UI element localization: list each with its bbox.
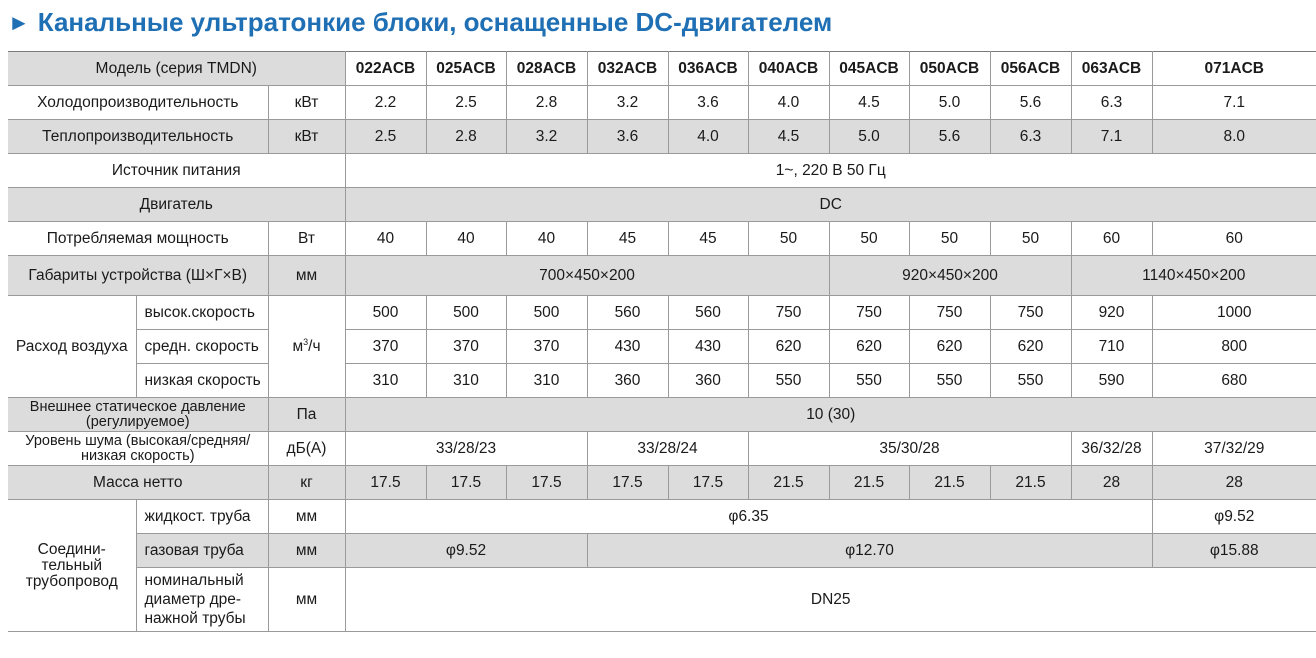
gas-pipe-label: газовая труба (136, 534, 268, 568)
model-cell: 022ACB (345, 52, 426, 86)
unit-cell: Вт (268, 222, 345, 256)
value-cell: 750 (829, 296, 909, 330)
model-cell: 028ACB (506, 52, 587, 86)
airflow-low-row (8, 364, 1316, 398)
value-cell: 37/32/29 (1152, 432, 1316, 466)
value-cell: 2.5 (345, 120, 426, 154)
value-cell: 4.0 (668, 120, 748, 154)
value-cell: 17.5 (426, 466, 506, 500)
dimensions-label: Габариты устройства (Ш×Г×В) (8, 256, 268, 296)
header-row (8, 52, 1316, 86)
page-title (8, 4, 832, 40)
mass-row (8, 466, 1316, 500)
motor-value: DC (345, 188, 1316, 222)
value-cell: 35/30/28 (748, 432, 1071, 466)
triangle-right-icon: ► (8, 10, 30, 35)
cooling-label: Холодопроизводительность (8, 86, 268, 120)
value-cell: 3.6 (668, 86, 748, 120)
value-cell: 7.1 (1071, 120, 1152, 154)
value-cell: 560 (668, 296, 748, 330)
piping-drain-row (8, 568, 1316, 632)
spec-table (8, 51, 1316, 632)
value-cell: 45 (668, 222, 748, 256)
power-source-row (8, 154, 1316, 188)
value-cell: 310 (506, 364, 587, 398)
noise-row (8, 432, 1316, 466)
consumption-label: Потребляемая мощность (8, 222, 268, 256)
value-cell: 620 (829, 330, 909, 364)
unit-cell: кВт (268, 120, 345, 154)
piping-label: Соедини-тельный трубопровод (8, 500, 136, 632)
static-pressure-row (8, 398, 1316, 432)
value-cell: 50 (829, 222, 909, 256)
unit-cell: кВт (268, 86, 345, 120)
value-cell: φ9.52 (345, 534, 587, 568)
airflow-low-label: низкая скорость (136, 364, 268, 398)
model-cell: 032ACB (587, 52, 668, 86)
liquid-pipe-label: жидкост. труба (136, 500, 268, 534)
value-cell: 360 (668, 364, 748, 398)
airflow-high-row (8, 296, 1316, 330)
value-cell: 5.6 (909, 120, 990, 154)
heating-row (8, 120, 1316, 154)
value-cell: 550 (909, 364, 990, 398)
value-cell: 2.8 (426, 120, 506, 154)
value-cell: 2.2 (345, 86, 426, 120)
value-cell: 360 (587, 364, 668, 398)
value-cell: 700×450×200 (345, 256, 829, 296)
value-cell: 750 (748, 296, 829, 330)
value-cell: 3.2 (506, 120, 587, 154)
value-cell: 680 (1152, 364, 1316, 398)
value-cell: 500 (345, 296, 426, 330)
unit-cell: мм (268, 568, 345, 632)
airflow-mid-row (8, 330, 1316, 364)
airflow-unit-tail: /ч (308, 337, 321, 355)
value-cell: 550 (829, 364, 909, 398)
value-cell: 4.5 (829, 86, 909, 120)
unit-cell: мм (268, 500, 345, 534)
value-cell: 500 (506, 296, 587, 330)
power-source-label: Источник питания (8, 154, 345, 188)
page-title-text: Канальные ультратонкие блоки, оснащенные DC-двигателем (37, 7, 833, 37)
value-cell: 3.2 (587, 86, 668, 120)
model-series-label: Модель (серия TMDN) (8, 52, 345, 86)
value-cell: 17.5 (668, 466, 748, 500)
value-cell: 21.5 (748, 466, 829, 500)
static-pressure-value: 10 (30) (345, 398, 1316, 432)
value-cell: 8.0 (1152, 120, 1316, 154)
value-cell: 28 (1071, 466, 1152, 500)
value-cell: 36/32/28 (1071, 432, 1152, 466)
unit-cell: дБ(А) (268, 432, 345, 466)
model-cell: 045ACB (829, 52, 909, 86)
model-cell: 063ACB (1071, 52, 1152, 86)
value-cell: 560 (587, 296, 668, 330)
value-cell: 21.5 (909, 466, 990, 500)
noise-label: Уровень шума (высокая/средняя/низкая скорость) (8, 432, 268, 466)
value-cell: 3.6 (587, 120, 668, 154)
unit-cell: Па (268, 398, 345, 432)
model-cell: 040ACB (748, 52, 829, 86)
piping-liquid-row (8, 500, 1316, 534)
value-cell: φ9.52 (1152, 500, 1316, 534)
value-cell: 590 (1071, 364, 1152, 398)
value-cell: 750 (909, 296, 990, 330)
value-cell: 4.5 (748, 120, 829, 154)
value-cell: 5.6 (990, 86, 1071, 120)
value-cell: 4.0 (748, 86, 829, 120)
model-cell: 036ACB (668, 52, 748, 86)
consumption-row (8, 222, 1316, 256)
airflow-high-label: высок.скорость (136, 296, 268, 330)
value-cell: 6.3 (990, 120, 1071, 154)
value-cell: 17.5 (345, 466, 426, 500)
value-cell: 60 (1071, 222, 1152, 256)
value-cell: φ15.88 (1152, 534, 1316, 568)
value-cell: 2.5 (426, 86, 506, 120)
piping-gas-row (8, 534, 1316, 568)
value-cell: 370 (426, 330, 506, 364)
value-cell: 50 (990, 222, 1071, 256)
value-cell: 28 (1152, 466, 1316, 500)
drain-pipe-value: DN25 (345, 568, 1316, 632)
model-cell: 050ACB (909, 52, 990, 86)
value-cell: 920×450×200 (829, 256, 1071, 296)
value-cell: 550 (748, 364, 829, 398)
value-cell: 17.5 (506, 466, 587, 500)
value-cell: 45 (587, 222, 668, 256)
airflow-unit-base: м (292, 337, 304, 355)
value-cell: 40 (506, 222, 587, 256)
value-cell: 5.0 (829, 120, 909, 154)
model-cell: 056ACB (990, 52, 1071, 86)
value-cell: 500 (426, 296, 506, 330)
value-cell: 60 (1152, 222, 1316, 256)
model-cell: 071ACB (1152, 52, 1316, 86)
value-cell: 620 (748, 330, 829, 364)
airflow-label: Расход воздуха (8, 296, 136, 398)
value-cell: 21.5 (829, 466, 909, 500)
value-cell: 920 (1071, 296, 1152, 330)
value-cell: φ6.35 (345, 500, 1152, 534)
drain-pipe-label: номинальный диаметр дре-нажной трубы (136, 568, 268, 632)
value-cell: 310 (426, 364, 506, 398)
unit-cell: мм (268, 534, 345, 568)
dimensions-row (8, 256, 1316, 296)
motor-label: Двигатель (8, 188, 345, 222)
value-cell: 430 (587, 330, 668, 364)
value-cell: 6.3 (1071, 86, 1152, 120)
value-cell: 620 (909, 330, 990, 364)
heating-label: Теплопроизводительность (8, 120, 268, 154)
value-cell: 33/28/23 (345, 432, 587, 466)
value-cell: 750 (990, 296, 1071, 330)
value-cell: 33/28/24 (587, 432, 748, 466)
power-source-value: 1~, 220 В 50 Гц (345, 154, 1316, 188)
value-cell: 1000 (1152, 296, 1316, 330)
model-cell: 025ACB (426, 52, 506, 86)
cooling-row (8, 86, 1316, 120)
motor-row (8, 188, 1316, 222)
static-pressure-label: Внешнее статическое давление (регулируемое) (8, 398, 268, 432)
value-cell: 7.1 (1152, 86, 1316, 120)
unit-cell: кг (268, 466, 345, 500)
airflow-unit (268, 296, 345, 398)
value-cell: 40 (426, 222, 506, 256)
value-cell: 17.5 (587, 466, 668, 500)
value-cell: 800 (1152, 330, 1316, 364)
value-cell: 50 (748, 222, 829, 256)
unit-cell: мм (268, 256, 345, 296)
value-cell: 550 (990, 364, 1071, 398)
value-cell: 50 (909, 222, 990, 256)
value-cell: 1140×450×200 (1071, 256, 1316, 296)
value-cell: 430 (668, 330, 748, 364)
airflow-mid-label: средн. скорость (136, 330, 268, 364)
value-cell: φ12.70 (587, 534, 1152, 568)
mass-label: Масса нетто (8, 466, 268, 500)
value-cell: 310 (345, 364, 426, 398)
value-cell: 710 (1071, 330, 1152, 364)
value-cell: 620 (990, 330, 1071, 364)
value-cell: 21.5 (990, 466, 1071, 500)
airflow-unit-sup: 3 (303, 336, 309, 347)
value-cell: 40 (345, 222, 426, 256)
value-cell: 370 (345, 330, 426, 364)
value-cell: 370 (506, 330, 587, 364)
value-cell: 2.8 (506, 86, 587, 120)
value-cell: 5.0 (909, 86, 990, 120)
